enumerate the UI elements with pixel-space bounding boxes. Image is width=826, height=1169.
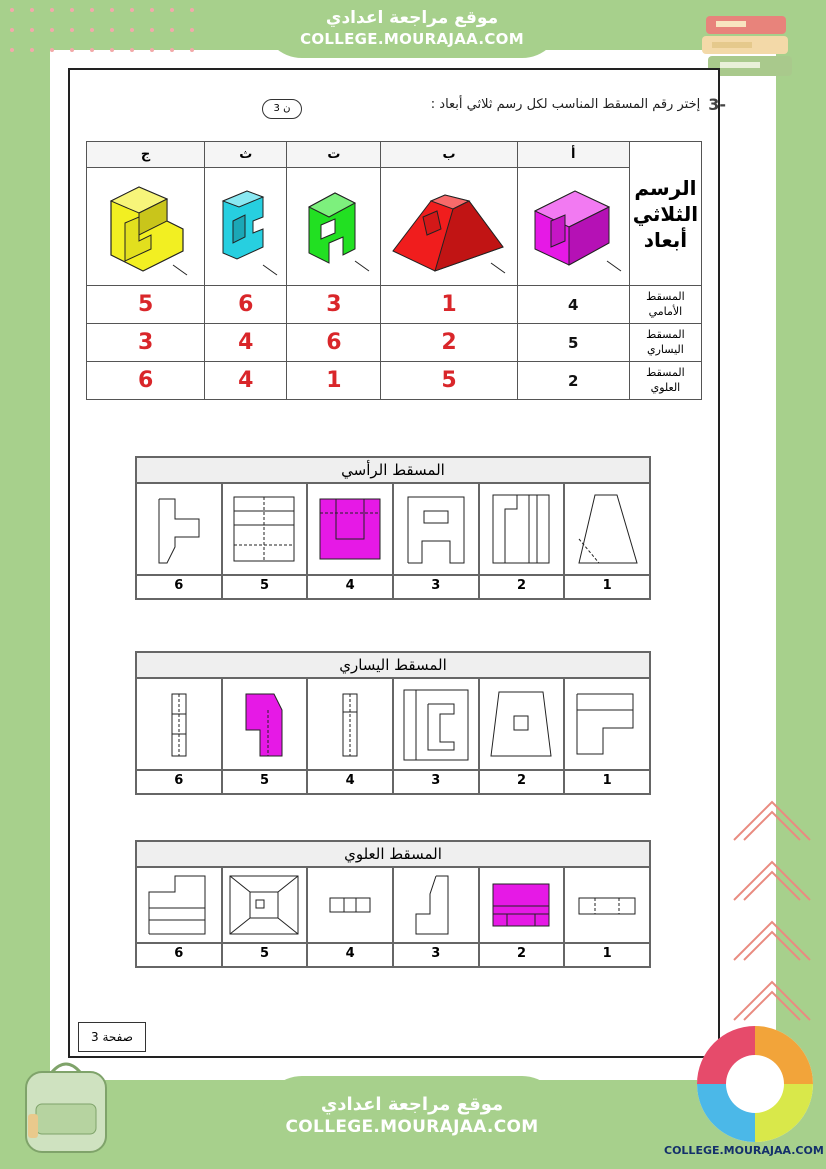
top-view-4 [306,868,392,942]
answer-front-b: 1 [381,286,517,324]
front-view-2 [478,484,564,574]
answer-top-a: 2 [517,362,629,400]
shape-b [381,168,517,286]
answer-top-th: 4 [205,362,287,400]
left-view-panel [135,651,651,795]
front-view-4 [306,484,392,574]
answer-left-b: 2 [381,324,517,362]
shape-th [205,168,287,286]
left-num-5: 5 [221,771,307,793]
answer-front-a: 4 [517,286,629,324]
answer-left-t: 6 [287,324,381,362]
answer-front-j: 5 [87,286,205,324]
header-arabic: موقع مراجعة اعدادي [325,8,499,28]
answer-left-th: 4 [205,324,287,362]
shape-j-drawing [91,171,201,279]
shape-t-drawing [289,171,379,279]
left-view-3 [392,679,478,769]
page-number-tag: صفحة 3 [78,1022,146,1052]
answer-top-t: 1 [287,362,381,400]
row-label-left: المسقط اليساري [629,324,701,362]
col-header-a: أ [517,142,629,168]
answer-left-j: 3 [87,324,205,362]
left-num-3: 3 [392,771,478,793]
question-line [431,95,726,114]
answer-front-t: 3 [287,286,381,324]
left-view-6 [137,679,221,769]
left-num-1: 1 [563,771,649,793]
front-view-3 [392,484,478,574]
shape-a-drawing [519,171,627,279]
top-view-3 [392,868,478,942]
top-num-5: 5 [221,944,307,966]
front-num-1: 1 [563,576,649,598]
answer-front-th: 6 [205,286,287,324]
header-banner [262,0,562,58]
front-view-6 [137,484,221,574]
col-header-t: ت [287,142,381,168]
top-view-5 [221,868,307,942]
top-view-6 [137,868,221,942]
left-num-6: 6 [174,773,184,788]
row-label-front: المسقط الأمامي [629,286,701,324]
backpack-icon [14,1054,114,1158]
footer-arabic: موقع مراجعة اعدادي [320,1094,504,1115]
shape-j [87,168,205,286]
question-number: -3 [708,95,726,114]
answer-top-b: 5 [381,362,517,400]
col-header-j: ج [87,142,205,168]
shape-t [287,168,381,286]
row-label-top: المسقط العلوي [629,362,701,400]
top-num-4: 4 [306,944,392,966]
front-num-6: 6 [174,578,184,593]
top-view-panel [135,840,651,968]
main-table [86,141,702,400]
mark-badge: 3 ن [262,99,302,119]
shape-b-drawing [383,171,515,279]
top-view-title: المسقط العلوي [137,842,649,868]
front-view-title: المسقط الرأسي [137,458,649,484]
header-site[interactable]: COLLEGE.MOURAJAA.COM [300,30,524,48]
decor-dots [0,0,210,60]
left-num-4: 4 [306,771,392,793]
question-text: إختر رقم المسقط المناسب لكل رسم ثلاثي أبعاد : [430,97,701,112]
bottom-brand[interactable]: COLLEGE.MOURAJAA.COM [664,1144,824,1157]
shape-th-drawing [207,171,285,279]
left-num-2: 2 [478,771,564,793]
footer-site[interactable]: COLLEGE.MOURAJAA.COM [285,1117,539,1137]
shape-a [517,168,629,286]
top-num-2: 2 [478,944,564,966]
front-view-5 [221,484,307,574]
left-view-5 [221,679,307,769]
front-view-1 [563,484,649,574]
top-view-2 [478,868,564,942]
top-view-1 [563,868,649,942]
footer-banner [262,1076,562,1151]
table-title: الرسم الثلاثي أبعاد [629,142,701,286]
front-num-2: 2 [478,576,564,598]
left-view-2 [478,679,564,769]
chevron-up-icon [730,790,814,1050]
col-header-th: ث [205,142,287,168]
school-circle-icon [694,1024,816,1144]
front-num-5: 5 [221,576,307,598]
front-num-3: 3 [392,576,478,598]
left-view-4 [306,679,392,769]
top-num-1: 1 [563,944,649,966]
top-num-3: 3 [392,944,478,966]
top-num-6: 6 [174,946,184,961]
left-view-title: المسقط اليساري [137,653,649,679]
front-num-4: 4 [306,576,392,598]
left-view-1 [563,679,649,769]
answer-top-j: 6 [87,362,205,400]
answer-left-a: 5 [517,324,629,362]
front-view-panel [135,456,651,600]
col-header-b: ب [381,142,517,168]
